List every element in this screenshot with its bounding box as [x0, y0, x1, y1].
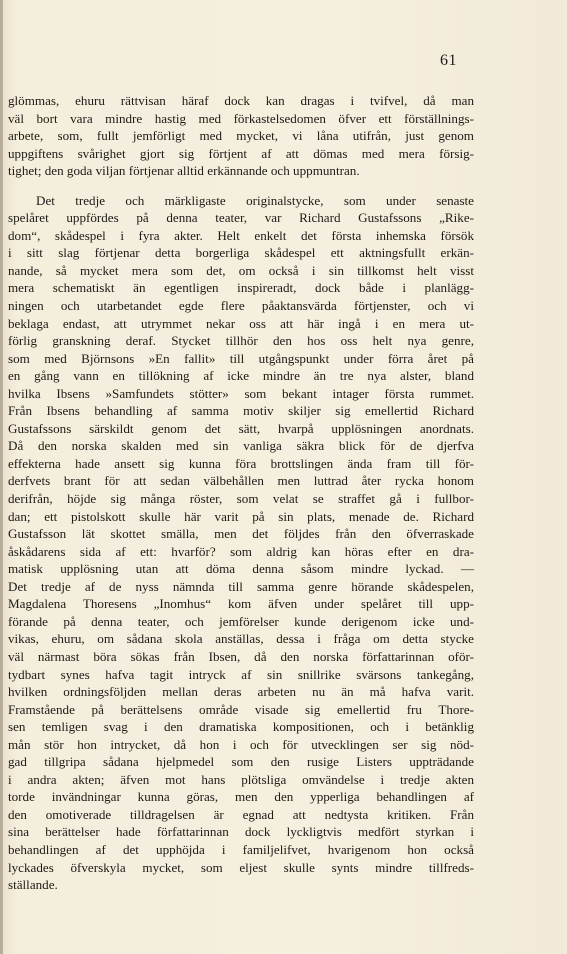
paragraph-1 [8, 92, 474, 180]
text-line: derifrån, höjde sig många röster, som velat se straffet gå i fullbor- [8, 491, 474, 507]
text-line: ningen och utarbetandet egde flere påaktansvärda förtjenster, och vi [8, 298, 474, 314]
text-line: Framstående på berättelsens område visade sig emellertid fru Thore- [8, 701, 474, 717]
text-line: i andra akten; äfven mot hans plötsliga omvändelse i tredje akten [8, 771, 474, 787]
page-number: 61 [440, 52, 457, 69]
page-body [8, 92, 474, 894]
text-line: förande på denna teater, och jemförelser kunde derigenom icke und- [8, 613, 474, 629]
text-line: en gång vann en tillökning af icke mindre än tre nya alster, bland [8, 368, 474, 384]
text-line: derfvets brant för att sedan välbehållen men luttrad åter rycka honom [8, 473, 474, 489]
text-line: Det tredje af de nyss nämnda till samma genre hörande skådespelen, [8, 578, 474, 594]
text-line: Gustafssons särskildt genom det sätt, hvarpå upplösningen anordnats. [8, 420, 474, 436]
paragraph-2 [8, 192, 474, 894]
page-gutter [0, 0, 3, 954]
text-line: sen temligen svag i den dramatiska kompositionen, och i betänklig [8, 719, 474, 735]
text-line: hvilka Ibsens »Samfundets stötter» som bekant intager första rummet. [8, 385, 474, 401]
text-line: uppgiftens svårighet gjort sig förtjent af att dömas med mera försig- [8, 145, 474, 161]
text-line: Gustafsson lät skottet smälla, men det följdes från den öfverraskade [8, 526, 474, 542]
text-line: beklaga endast, att utrymmet nekar oss att här ingå i en mera ut- [8, 315, 474, 331]
text-line: väl närmast böra sökas från Ibsen, då den norska författarinnan oför- [8, 648, 474, 664]
text-line: förlig granskning deraf. Stycket tillhör den hos oss helt nya genre, [8, 333, 474, 349]
text-line: lyckades öfverskyla mycket, som eljest skulle synts mindre tillfreds- [8, 859, 474, 875]
text-line: mån stör hon intrycket, då hon i och för utvecklingen ser sig nöd- [8, 736, 474, 752]
text-line: behandlingen af det upphöjda i familjelifvet, hvarigenom hon också [8, 841, 474, 857]
text-line: gad tillgripa sådana hjelpmedel som den rusige Listers uppträdande [8, 754, 474, 770]
text-line: nande, så mycket mera som det, om också i sin tillkomst helt visst [8, 262, 474, 278]
text-line: den omotiverade tilldragelsen är egnad att nedtysta kritiken. Från [8, 806, 474, 822]
text-line: ställande. [8, 877, 58, 893]
text-line: sina berättelser hade författarinnan dock lyckligtvis medfört styrkan i [8, 824, 474, 840]
text-line: i sitt slag förtjenar detta borgerliga skådespel ett aktningsfullt erkän- [8, 245, 474, 261]
text-line: som med Björnsons »En fallit» till utgångspunkt under förra året på [8, 350, 474, 366]
text-line: Det tredje och märkligaste originalstycke, som under senaste [36, 192, 474, 208]
text-line: tydbart synes hafva tagit intryck af sin snillrike svärsons tankegång, [8, 666, 474, 682]
text-line: matisk upplösning utan att döma denna såsom mindre lyckad. — [8, 561, 474, 577]
text-line: effekterna hade ansett sig kunna föra brottslingen ända fram till för- [8, 455, 474, 471]
text-line: arbete, som, fullt jemförligt med mycket, vi låna utifrån, just genom [8, 128, 474, 144]
text-line: Från Ibsens behandling af samma motiv skiljer sig emellertid Richard [8, 403, 474, 419]
text-line: dan; ett pistolskott skulle här varit på sin plats, menade de. Richard [8, 508, 474, 524]
text-line: tighet; den goda viljan förtjenar alltid erkännande och uppmuntran. [8, 163, 360, 179]
text-line: torde invändningar kunna göras, men den ypperliga behandlingen af [8, 789, 474, 805]
text-line: hvilken ordningsföljden mellan deras arbeten nu än må hafva varit. [8, 684, 474, 700]
text-line: spelåret uppfördes på denna teater, var Richard Gustafssons „Rike- [8, 210, 474, 226]
text-line: vikas, ehuru, om sådana skola anställas, dessa i fråga om detta stycke [8, 631, 474, 647]
text-line: väl bort vara mindre hastig med förkastelsedomen öfver ett förställnings- [8, 110, 474, 126]
text-line: åskådarens sida af ett: hvarför? som aldrig kan höras efter en dra- [8, 543, 474, 559]
text-line: Magdalena Thoresens „Inomhus“ kom äfven under spelåret till upp- [8, 596, 474, 612]
text-line: dom“, skådespel i fyra akter. Helt enkelt det första inhemska försök [8, 227, 474, 243]
text-line: glömmas, ehuru rättvisan häraf dock kan dragas i tvifvel, då man [8, 93, 474, 108]
paragraph-gap [8, 180, 474, 192]
text-line: Då den norska skalden med sin vanliga säkra blick för de djerfva [8, 438, 474, 454]
text-line: mera schematiskt än egentligen inspireradt, dock både i planlägg- [8, 280, 474, 296]
